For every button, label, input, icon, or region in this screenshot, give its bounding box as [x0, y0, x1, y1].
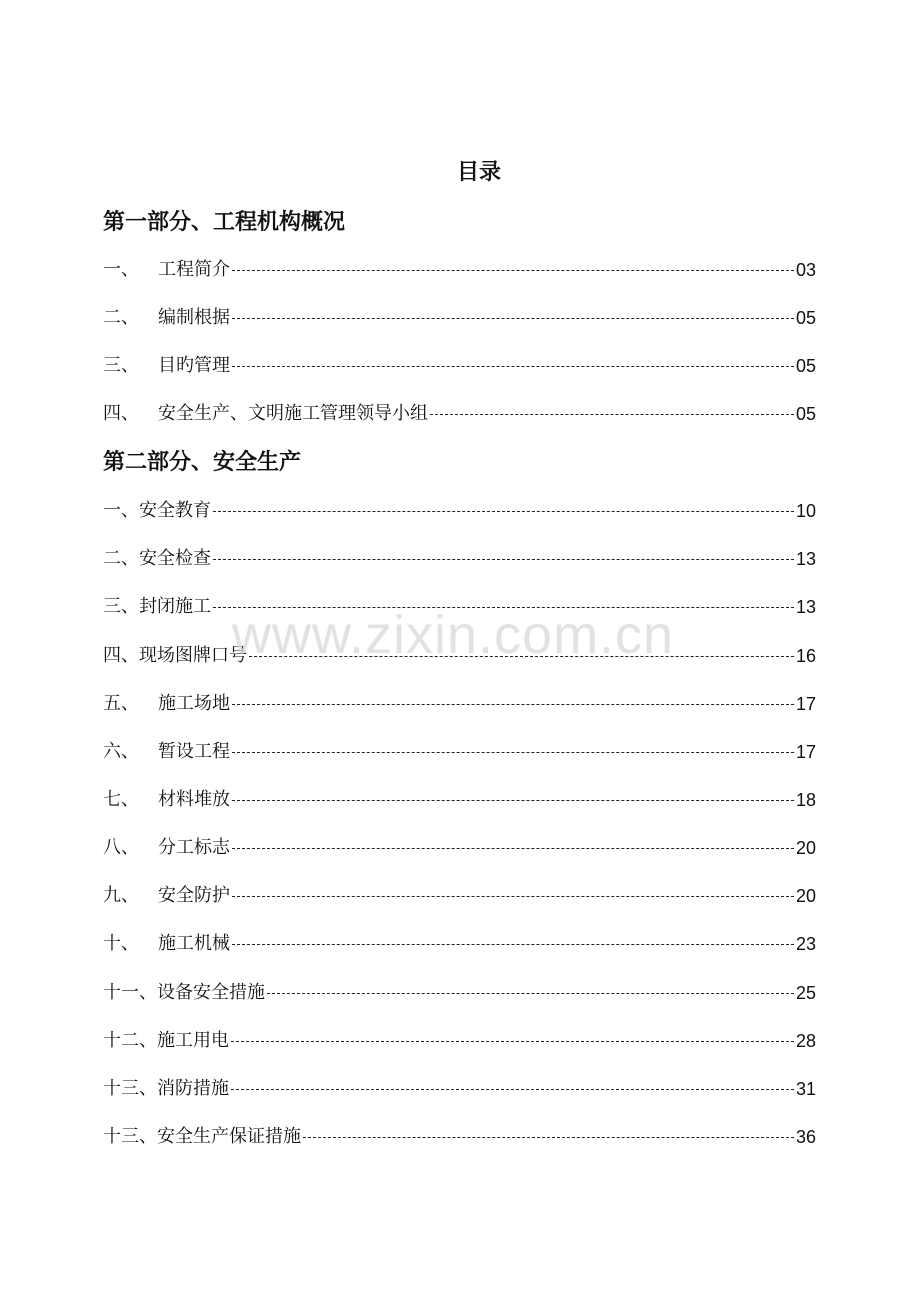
toc-entry[interactable]: [103, 352, 816, 380]
toc-entry[interactable]: [103, 545, 816, 573]
entry-page-number: 16: [795, 646, 816, 666]
entry-title: 现场图牌口号: [139, 645, 247, 666]
entry-page-number: 23: [795, 934, 816, 954]
toc-entry[interactable]: [103, 497, 816, 525]
toc-entry[interactable]: [103, 738, 816, 766]
entry-page-number: 03: [795, 260, 816, 280]
entry-number: 七、: [103, 789, 139, 810]
entry-title: 设备安全措施: [157, 982, 265, 1003]
entry-number: 六、: [103, 741, 139, 762]
section-heading-part1: 第一部分、工程机构概况: [103, 210, 346, 235]
toc-entry[interactable]: [103, 256, 816, 284]
dot-leader: [232, 752, 794, 753]
dot-leader: [232, 366, 794, 367]
entry-page-number: 31: [795, 1079, 816, 1099]
dot-leader: [303, 1137, 794, 1138]
dot-leader: [213, 607, 794, 608]
entry-title: 安全防护: [158, 885, 230, 906]
watermark: www.zixin.com.cn: [232, 605, 675, 665]
toc-entry[interactable]: [103, 882, 816, 910]
entry-title: 目旳管理: [158, 355, 230, 376]
entry-title: 封闭施工: [139, 596, 211, 617]
entry-page-number: 28: [795, 1031, 816, 1051]
toc-entry[interactable]: [103, 834, 816, 862]
entry-title: 安全检查: [139, 548, 211, 569]
entry-number: 三、: [103, 596, 139, 617]
entry-number: 九、: [103, 885, 139, 906]
entry-number: 十二、: [103, 1030, 157, 1051]
dot-leader: [232, 704, 794, 705]
entry-number: 一、: [103, 500, 139, 521]
entry-number: 二、: [103, 548, 139, 569]
dot-leader: [267, 993, 794, 994]
entry-title: 安全教育: [139, 500, 211, 521]
dot-leader: [232, 800, 794, 801]
entry-page-number: 05: [795, 356, 816, 376]
dot-leader: [213, 511, 794, 512]
dot-leader: [430, 414, 794, 415]
entry-title: 编制根据: [158, 307, 230, 328]
entry-page-number: 13: [795, 597, 816, 617]
entry-page-number: 17: [795, 694, 816, 714]
dot-leader: [249, 656, 794, 657]
entry-number: 五、: [103, 693, 139, 714]
entry-page-number: 36: [795, 1127, 816, 1147]
toc-entry[interactable]: [103, 930, 816, 958]
dot-leader: [232, 848, 794, 849]
dot-leader: [231, 1041, 794, 1042]
entry-number: 十三、: [103, 1078, 157, 1099]
toc-entry[interactable]: [103, 400, 816, 428]
toc-entry[interactable]: [103, 690, 816, 718]
entry-number: 十一、: [103, 982, 157, 1003]
entry-page-number: 20: [795, 886, 816, 906]
entry-page-number: 05: [795, 308, 816, 328]
section-heading-part2: 第二部分、安全生产: [103, 450, 302, 475]
entry-page-number: 20: [795, 838, 816, 858]
entry-number: 四、: [103, 645, 139, 666]
entry-page-number: 25: [795, 983, 816, 1003]
entry-page-number: 05: [795, 404, 816, 424]
entry-number: 四、: [103, 403, 139, 424]
entry-page-number: 10: [795, 501, 816, 521]
entry-title: 安全生产、文明施工管理领导小组: [158, 403, 428, 424]
entry-page-number: 13: [795, 549, 816, 569]
dot-leader: [232, 318, 794, 319]
entry-title: 施工场地: [158, 693, 230, 714]
toc-title: 目录: [456, 160, 501, 185]
entry-number: 十、: [103, 933, 139, 954]
entry-page-number: 17: [795, 742, 816, 762]
toc-entry[interactable]: [103, 642, 816, 670]
dot-leader: [213, 559, 794, 560]
toc-entry[interactable]: [103, 593, 816, 621]
toc-entry[interactable]: [103, 786, 816, 814]
entry-title: 材料堆放: [158, 789, 230, 810]
dot-leader: [232, 270, 794, 271]
entry-title: 施工用电: [157, 1030, 229, 1051]
dot-leader: [232, 896, 794, 897]
toc-entry[interactable]: [103, 304, 816, 332]
entry-title: 施工机械: [158, 933, 230, 954]
toc-entry[interactable]: [103, 979, 816, 1007]
dot-leader: [231, 1089, 794, 1090]
entry-title: 分工标志: [158, 837, 230, 858]
entry-number: 十三、: [103, 1126, 157, 1147]
entry-title: 安全生产保证措施: [157, 1126, 301, 1147]
entry-title: 工程简介: [158, 259, 230, 280]
entry-title: 暂设工程: [158, 741, 230, 762]
entry-title: 消防措施: [157, 1078, 229, 1099]
entry-page-number: 18: [795, 790, 816, 810]
entry-number: 一、: [103, 259, 139, 280]
dot-leader: [232, 944, 794, 945]
entry-number: 八、: [103, 837, 139, 858]
entry-number: 三、: [103, 355, 139, 376]
toc-entry[interactable]: [103, 1027, 816, 1055]
toc-entry[interactable]: [103, 1123, 816, 1151]
entry-number: 二、: [103, 307, 139, 328]
toc-entry[interactable]: [103, 1075, 816, 1103]
